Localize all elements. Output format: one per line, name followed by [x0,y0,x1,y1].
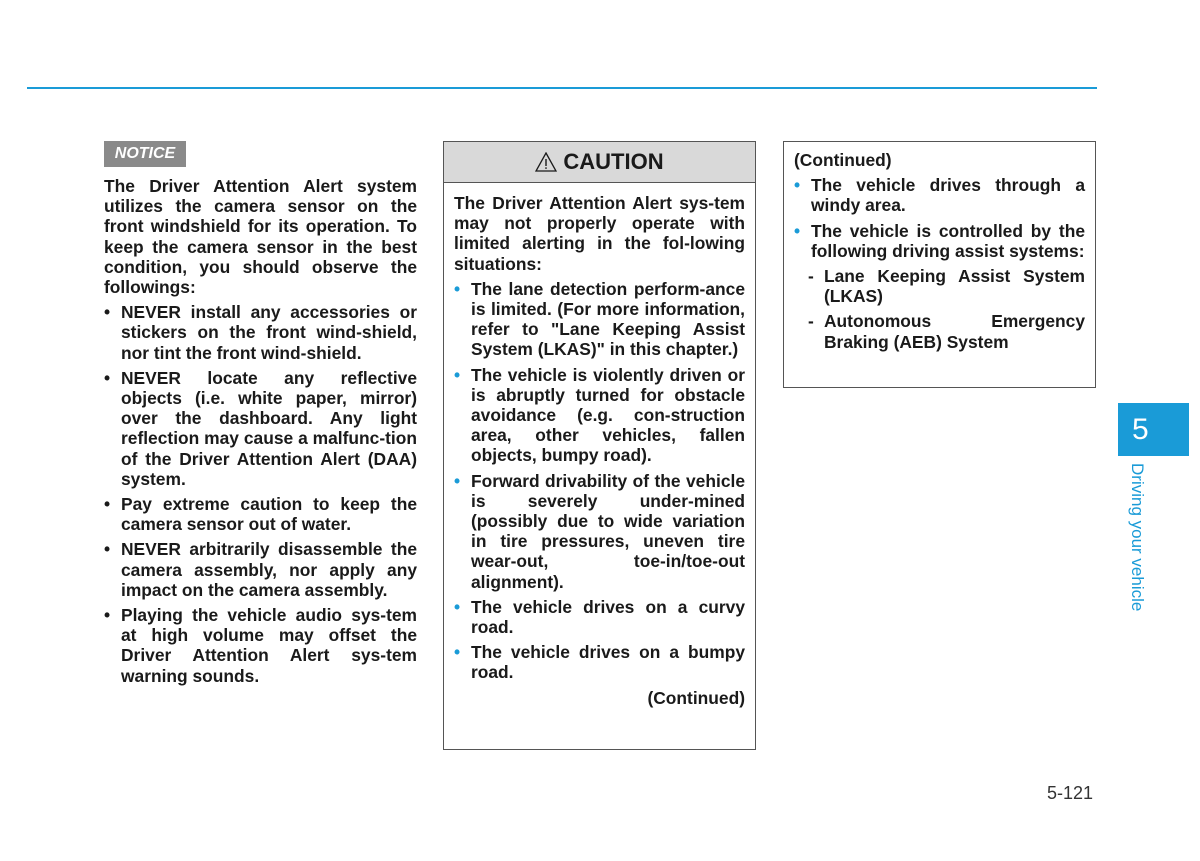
notice-section [104,176,417,686]
list-item: • NEVER locate any reflective objects (i.e. white paper, mirror) over the dashboard. Any light reflection may cause a malfunc-tion of the Driver Attention Alert (DAA) system. [104,367,417,489]
bullet-icon: • [454,596,461,617]
chapter-side-label [1123,463,1153,623]
top-rule [27,87,1097,89]
list-item: • The vehicle drives through a windy area. [794,175,1085,216]
bullet-icon: • [794,175,801,196]
bullet-icon: • [104,605,111,626]
caution-section [454,193,745,708]
caution-header [444,142,755,183]
bullet-icon: • [104,302,111,323]
continued-label: (Continued) [647,687,745,708]
list-item: • The lane detection perform-ance is limited. (For more information, refer to "Lane Keeping Assist System (LKAS)" in this chapter.) [454,278,745,360]
list-item: • Forward drivability of the vehicle is severely under-mined (possibly due to wide variation in tire pressures, uneven tire wear-out, toe-in/toe-out alignment). [454,470,745,592]
bullet-icon: • [104,539,111,560]
caution-title: CAUTION [563,149,664,174]
list-item: • The vehicle drives on a curvy road. [454,596,745,638]
continued-section [794,150,1085,352]
bullet-icon: • [454,278,461,299]
list-item: • Playing the vehicle audio sys-tem at high volume may offset the Driver Attention Alert sys-tem warning sounds. [104,605,417,686]
list-item: • The vehicle is violently driven or is abruptly turned for obstacle avoidance (e.g. con-struction area, other vehicles, fallen objects, bumpy road). [454,364,745,466]
list-item: • The vehicle is controlled by the following driving assist systems: [794,220,1085,261]
continued-list [794,175,1085,352]
bullet-icon: • [454,470,461,491]
sub-list-item: - Lane Keeping Assist System (LKAS) [808,266,1085,307]
notice-label: NOTICE [104,141,186,167]
list-item: • NEVER install any accessories or stickers on the front wind-shield, nor tint the front wind-shield. [104,302,417,363]
bullet-icon: • [454,364,461,385]
list-item: • The vehicle drives on a bumpy road. [454,642,745,683]
list-item: • NEVER arbitrarily disassemble the camera assembly, nor apply any impact on the camera assembly. [104,539,417,600]
warning-triangle-icon [535,152,557,172]
chapter-tab: 5 [1118,403,1189,456]
continued-header: (Continued) [794,150,892,170]
bullet-icon: • [104,494,111,515]
bullet-icon: • [454,642,461,663]
caution-list [454,279,745,683]
dash-icon: - [808,311,814,332]
dash-icon: - [808,266,814,287]
list-item: • Pay extreme caution to keep the camera sensor out of water. [104,494,417,535]
bullet-icon: • [794,220,801,241]
notice-list [104,302,417,686]
notice-intro: The Driver Attention Alert system utilizes the camera sensor on the front windshield for its operation. To keep the camera sensor in the best condition, you should observe the followings: [104,176,417,298]
caution-intro: The Driver Attention Alert sys-tem may not properly operate with limited alerting in the fol-lowing situations: [454,193,745,274]
chapter-title: Driving your vehicle [1128,463,1147,612]
bullet-icon: • [104,367,111,388]
sub-list-item: - Autonomous Emergency Braking (AEB) System [808,311,1085,352]
page-number: 5-121 [1046,783,1093,803]
